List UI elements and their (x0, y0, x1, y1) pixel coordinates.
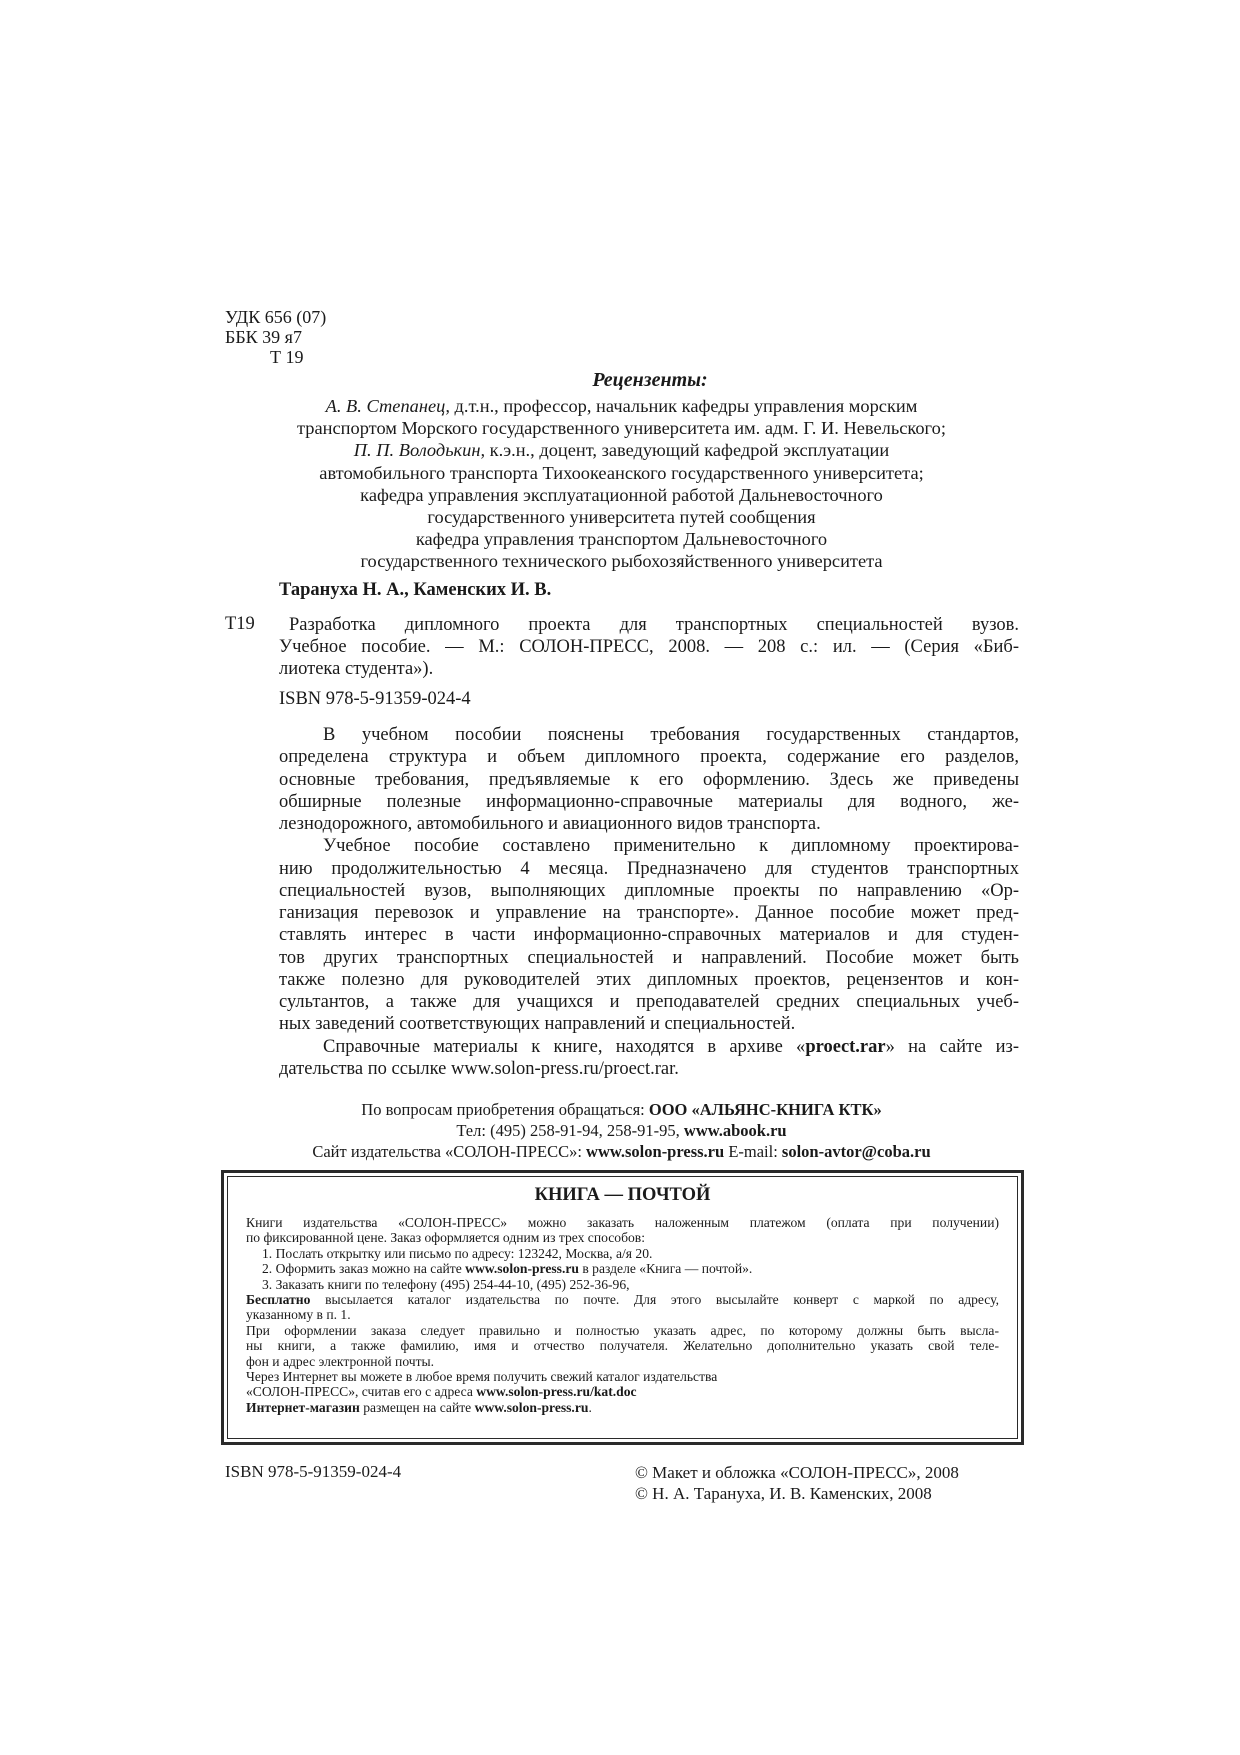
abstract-line: ных заведений соответствующих направлений и специальностей. (279, 1014, 796, 1035)
abstract-line: Учебное пособие составлено применительно к дипломному проектирова- (323, 836, 1019, 857)
mail-order-body (246, 1215, 999, 1415)
abstract-line: тов других транспортных специальностей и направлений. Пособие может быть (279, 947, 1019, 968)
mail-order-title: КНИГА — ПОЧТОЙ (534, 1185, 711, 1205)
abstract-line: основные требования, предъявляемые к его оформлению. Здесь же приведены (279, 769, 1019, 790)
reviewer-line: автомобильного транспорта Тихоокеанского государственного университета; (319, 462, 924, 483)
abstract-line: также полезно для руководителей этих дипломных проектов, рецензентов и кон- (279, 969, 1019, 990)
archive-link: дательства по ссылке www.solon-press.ru/proect.rar. (279, 1058, 679, 1079)
order-method-2: 2. Оформить заказ можно на сайте www.solon-press.ru в разделе «Книга — почтой». (262, 1261, 753, 1277)
order-note: ны книги, а также фамилию, имя и отчество получателя. Желательно дополнительно указать свой теле- (246, 1338, 999, 1354)
mail-intro: Книги издательства «СОЛОН-ПРЕСС» можно заказать наложенным платежом (оплата при получении) (246, 1215, 999, 1230)
abstract-line: специальностей вузов, выполняющих дипломные проекты по направлению «Ор- (279, 880, 1019, 901)
order-method-3: 3. Заказать книги по телефону (495) 254-44-10, (495) 252-36-96, (262, 1276, 630, 1292)
email-link[interactable]: solon-avtor@coba.ru (781, 1142, 931, 1161)
internet-shop: Интернет-магазин размещен на сайте www.solon-press.ru. (246, 1399, 592, 1415)
internet-catalog-link: «СОЛОН-ПРЕСС», считав его с адреса www.solon-press.ru/kat.doc (246, 1384, 637, 1400)
biblio-line: Разработка дипломного проекта для транспортных специальностей вузов. (289, 615, 1019, 635)
abstract-line: ставлять интерес в части информационно-справочных материалов и для студен- (279, 925, 1019, 946)
bibliographic-description (279, 614, 1019, 680)
purchase-phone: Тел: (495) 258-91-94, 258-91-95, www.abook.ru (456, 1121, 787, 1140)
book-isbn: ISBN 978-5-91359-024-4 (279, 689, 471, 709)
order-note: При оформлении заказа следует правильно и полностью указать адрес, по которому должны быть высла- (246, 1322, 999, 1338)
order-method-1: 1. Послать открытку или письмо по адресу: 123242, Москва, а/я 20. (262, 1245, 653, 1261)
abstract-line: нию продолжительностью 4 месяца. Предназначено для студентов транспортных (279, 858, 1019, 879)
biblio-line: Учебное пособие. — М.: СОЛОН-ПРЕСС, 2008. — 208 с.: ил. — (Серия «Биб- (279, 637, 1019, 657)
classification-block (225, 307, 326, 367)
archive-note: Справочные материалы к книге, находятся в архиве «proect.rar» на сайте из- (323, 1036, 1019, 1057)
reviewer-line: транспортом Морского государственного университета им. адм. Г. И. Невельского; (297, 418, 946, 439)
mail-intro: по фиксированной цене. Заказ оформляется одним из трех способов: (246, 1230, 645, 1246)
mail-order-inner-frame (227, 1176, 1018, 1439)
copyright-authors: © Н. А. Тарануха, И. В. Каменских, 2008 (635, 1484, 932, 1503)
free-catalog: Бесплатно высылается каталог издательства по почте. Для этого высылайте конверт с маркой по адресу, (246, 1292, 999, 1308)
reviewer-line: кафедра управления эксплуатационной работой Дальневосточного (360, 484, 883, 505)
abstract-line: лезнодорожного, автомобильного и авиационного видов транспорта. (279, 814, 821, 834)
book-code: Т19 (225, 614, 255, 634)
free-catalog-line2: указанному в п. 1. (246, 1307, 351, 1323)
abstract-line: сультантов, а также для учащихся и преподавателей средних специальных учеб- (279, 992, 1019, 1012)
biblio-line: лиотека студента»). (279, 659, 434, 679)
author-mark: Т 19 (270, 347, 304, 367)
reviewers-list (225, 395, 1018, 573)
order-site-link[interactable]: www.solon-press.ru (465, 1261, 579, 1277)
book-authors: Тарануха Н. А., Каменских И. В. (279, 580, 552, 600)
abstract-line: обширные полезные информационно-справочные материалы для водного, же- (279, 791, 1019, 812)
udk-code: УДК 656 (07) (225, 307, 327, 327)
reviewer-line: государственного технического рыбохозяйственного университета (360, 551, 883, 572)
mail-order-box (221, 1170, 1024, 1445)
reviewer-line: А. В. Степанец, д.т.н., профессор, начальник кафедры управления морским (325, 396, 918, 416)
copyright-block (635, 1462, 959, 1504)
footer-isbn: ISBN 978-5-91359-024-4 (225, 1462, 402, 1481)
reviewer-line: П. П. Володькин, к.э.н., доцент, заведующий кафедрой эксплуатации (353, 440, 890, 461)
purchase-info (225, 1099, 1018, 1162)
internet-catalog: Через Интернет вы можете в любое время получить свежий каталог издательства (246, 1369, 718, 1385)
copyright-layout: © Макет и обложка «СОЛОН-ПРЕСС», 2008 (635, 1463, 959, 1482)
catalog-link[interactable]: www.solon-press.ru/kat.doc (476, 1384, 637, 1400)
reviewer-line: государственного университета путей сообщения (427, 507, 816, 528)
reviewer-line: кафедра управления транспортом Дальневосточного (415, 529, 828, 550)
order-note: фон и адрес электронной почты. (246, 1353, 435, 1369)
abstract (279, 724, 1019, 1080)
abstract-line: определена структура и объем дипломного проекта, содержание его разделов, (279, 747, 1019, 768)
reviewers-title: Рецензенты: (592, 369, 708, 391)
abook-link[interactable]: www.abook.ru (683, 1121, 787, 1140)
archive-filename: proect.rar (805, 1036, 886, 1057)
publisher-link[interactable]: www.solon-press.ru (586, 1142, 725, 1161)
abstract-line: В учебном пособии пояснены требования государственных стандартов, (323, 725, 1019, 745)
bbk-code: ББК 39 я7 (225, 327, 302, 347)
abstract-line: ганизация перевозок и управление на транспорте». Данное пособие может пред- (279, 903, 1019, 923)
purchase-site: Сайт издательства «СОЛОН-ПРЕСС»: www.solon-press.ru E-mail: solon-avtor@coba.ru (312, 1142, 931, 1161)
purchase-line: По вопросам приобретения обращаться: ООО «АЛЬЯНС-КНИГА КТК» (361, 1100, 882, 1119)
shop-link[interactable]: www.solon-press.ru (474, 1399, 589, 1415)
